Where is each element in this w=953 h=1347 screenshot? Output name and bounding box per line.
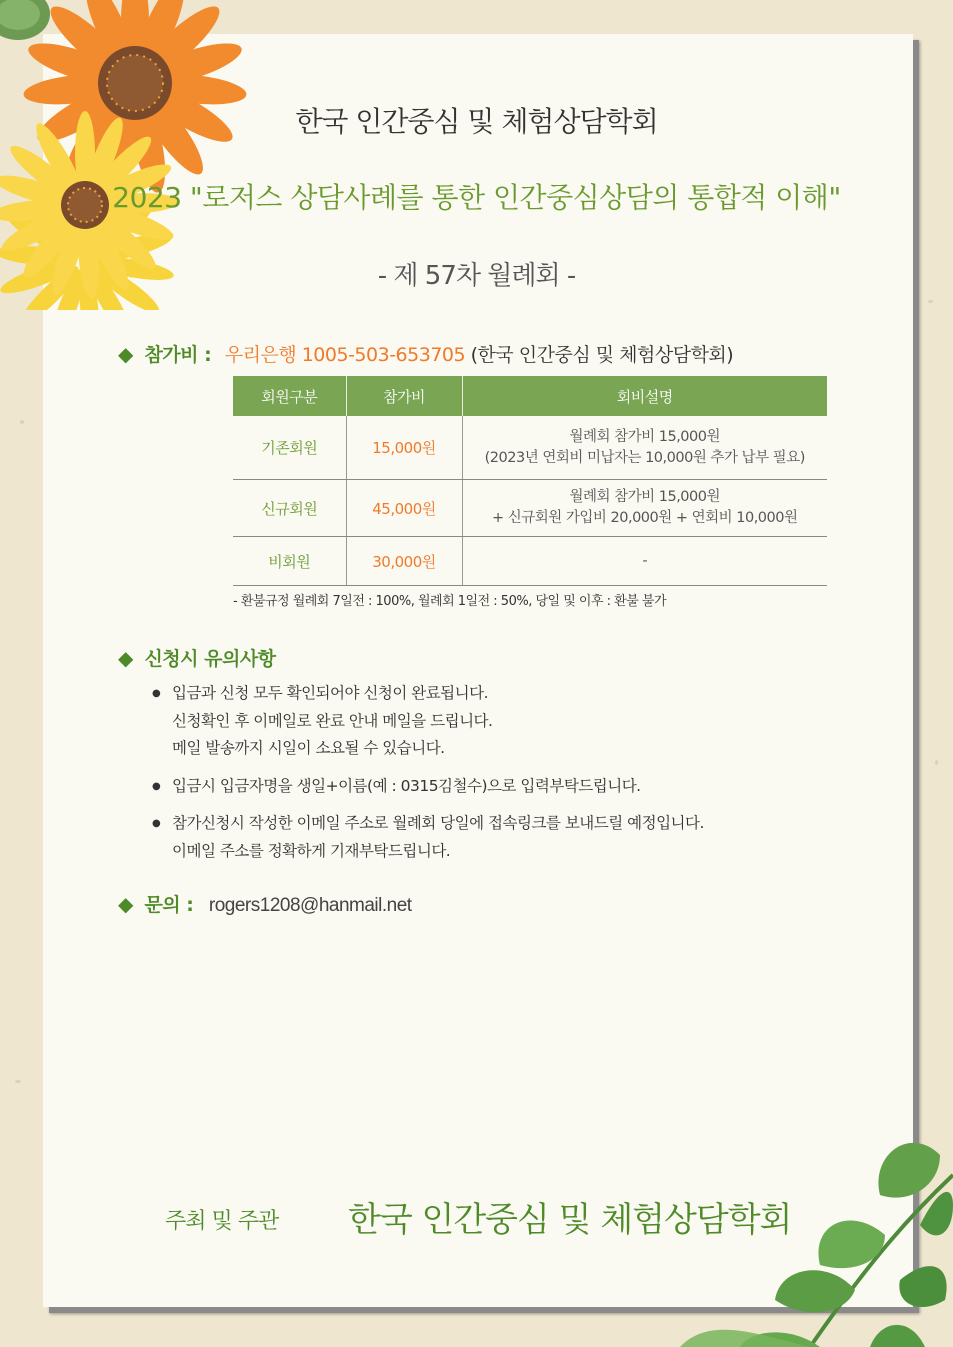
- meeting-number: - 제 57차 월례회 -: [377, 261, 576, 291]
- contact-label: 문의 :: [144, 894, 194, 916]
- note-line: 신청확인 후 이메일로 완료 안내 메일을 드립니다.: [172, 711, 493, 730]
- contact-email[interactable]: rogers1208@hanmail.net: [208, 895, 412, 916]
- host-name: 한국 인간중심 및 체험상담학회: [348, 1200, 792, 1240]
- fee-description-line: -: [642, 552, 648, 569]
- member-type: 비회원: [233, 537, 346, 586]
- fee-description-line: (2023년 연회비 미납자는 10,000원 추가 납부 필요): [484, 449, 805, 466]
- fee-description-line: + 신규회원 가입비 20,000원 + 연회비 10,000원: [491, 510, 798, 526]
- table-row: [233, 480, 827, 537]
- list-item: [152, 810, 832, 865]
- account-holder: (한국 인간중심 및 체험상담학회): [470, 344, 734, 366]
- diamond-bullet-icon: ◆: [118, 646, 133, 670]
- fee-description-line: 월례회 참가비 15,000원: [569, 489, 720, 505]
- fee-table-header: [233, 376, 827, 416]
- fee-description: [462, 480, 827, 537]
- fee-description-line: 월례회 참가비 15,000원: [569, 428, 720, 445]
- paper-speck: [935, 760, 938, 765]
- fee-amount: 30,000원: [346, 537, 462, 586]
- member-type: 기존회원: [233, 416, 346, 480]
- fee-table: [233, 376, 827, 586]
- note-line: ● 입금시 입금자명을 생일+이름(예 : 0315김철수)으로 입력부탁드립니다.: [172, 776, 641, 795]
- fee-section: [118, 340, 733, 367]
- note-line: ● 입금과 신청 모두 확인되어야 신청이 완료됩니다.: [172, 684, 489, 702]
- note-line: 이메일 주소를 정확하게 기재부탁드립니다.: [172, 841, 451, 860]
- list-item: [152, 773, 832, 801]
- header-fee: 참가비: [346, 376, 462, 416]
- fee-amount: 45,000원: [346, 480, 462, 537]
- fee-description: [462, 537, 827, 586]
- notes-label: 신청시 유의사항: [144, 648, 276, 670]
- bank-account: 우리은행 1005-503-653705: [224, 344, 466, 366]
- paper-speck: [20, 420, 24, 424]
- member-type: 신규회원: [233, 480, 346, 537]
- notes-list: [152, 680, 832, 875]
- notes-section-heading: [118, 644, 276, 671]
- organization-title: 한국 인간중심 및 체험상담학회: [295, 105, 658, 138]
- header-description: 회비설명: [462, 376, 827, 416]
- refund-policy: - 환불규정 월례회 7일전 : 100%, 월례회 1일전 : 50%, 당일 및 이후 : 환불 불가: [233, 594, 667, 609]
- header-member-type: 회원구분: [233, 376, 346, 416]
- diamond-bullet-icon: ◆: [118, 342, 133, 366]
- table-row: [233, 416, 827, 480]
- note-line: ● 참가신청시 작성한 이메일 주소로 월례회 당일에 접속링크를 보내드릴 예정입니다.: [172, 814, 704, 832]
- fee-description: [462, 416, 827, 480]
- fee-label: 참가비 :: [144, 344, 212, 366]
- event-title: 2023 "로저스 상담사례를 통한 인간중심상담의 통합적 이해": [112, 181, 841, 214]
- diamond-bullet-icon: ◆: [118, 892, 133, 916]
- list-item: [152, 680, 832, 763]
- paper-speck: [928, 300, 933, 303]
- contact-section: [118, 890, 412, 917]
- table-row: [233, 537, 827, 586]
- paper-speck: [15, 1080, 21, 1083]
- fee-amount: 15,000원: [346, 416, 462, 480]
- host-label: 주최 및 주관: [165, 1209, 279, 1234]
- note-line: 메일 발송까지 시일이 소요될 수 있습니다.: [172, 739, 445, 757]
